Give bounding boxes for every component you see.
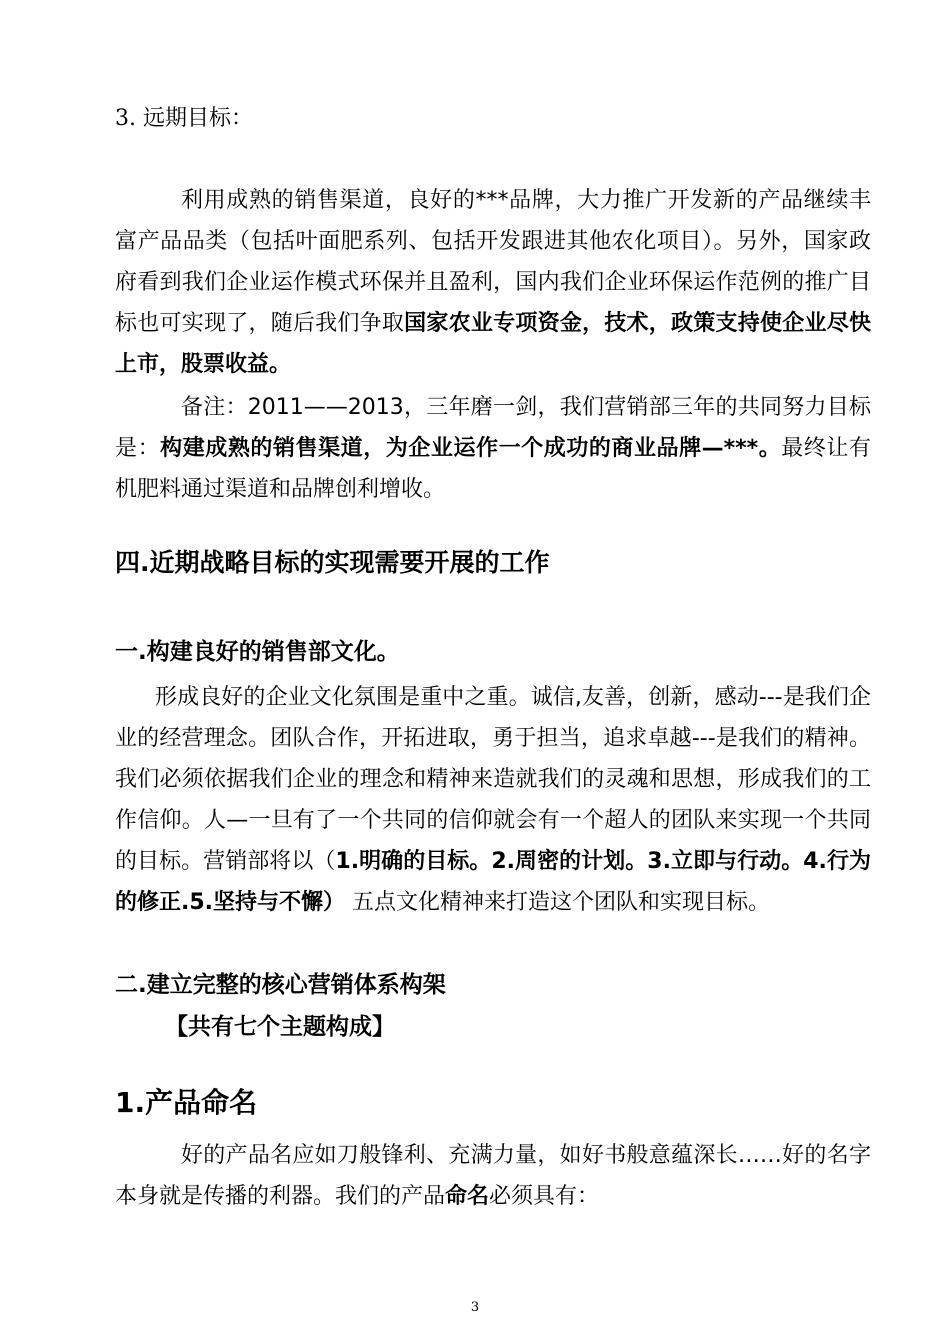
paragraph-text: 利用成熟的销售渠道，良好的***品牌，大力推广开发新的产品继续丰富产品品类（包括叶面肥系列、包括开发跟进其他农化项目）。另外，国家政府看到我们企业运作模式环保并且盈利，国内我们企业环保运作范例的推广目标也可实现了，随后我们争取 [115,188,871,336]
paragraph-sales-culture [115,677,871,923]
paragraph-text: 形成良好的企业文化氛围是重中之重。诚信,友善，创新，感动---是我们企业的经营理念。团队合作，开拓进取，勇于担当，追求卓越---是我们的精神。我们必须依据我们企业的理念和精神来造就我们的灵魂和思想，形成我们的工作信仰。人—一旦有了一个共同的信仰就会有一个超人的团队来实现一个共同的目标。营销部将以（ [115,685,871,874]
paragraph-long-term-goal [115,180,871,385]
paragraph-text: 最终让有机肥料通过渠道和品牌创利增收。 [115,436,871,502]
paragraph-remark [115,387,871,510]
subheading-note: 【共有七个主题构成】 [165,1014,395,1040]
section-3-label: 3. 远期目标： [115,106,253,131]
paragraph-text: 好的产品名应如刀般锋利、充满力量，如好书般意蕴深长……好的名字本身就是传播的利器。我们的产品 [115,1143,871,1209]
page-number: 3 [470,1300,480,1315]
paragraph-bold-text: 构建成熟的销售渠道，为企业运作一个成功的商业品牌—***。 [160,436,782,461]
paragraph-bold-text: 1.明确的目标。2.周密的计划。3.立即与行动。4.行为的修正.5.坚持与不懈） [115,849,871,915]
paragraph-text: 必须具有： [489,1184,600,1209]
paragraph-text: 备注：2011——2013，三年磨一剑，我们营销部三年的共同努力目标是： [115,395,871,461]
heading-product-naming: 1.产品命名 [115,1086,258,1119]
subheading-marketing-system: 二.建立完整的核心营销体系构架 [115,972,446,998]
paragraph-text: 五点文化精神来打造这个团队和实现目标。 [345,890,771,915]
heading-section-4: 四.近期战略目标的实现需要开展的工作 [115,548,550,577]
paragraph-bold-text: 国家农业专项资金，技术，政策支持使企业尽快上市，股票收益。 [115,311,871,377]
paragraph-bold-text: 命名 [445,1184,490,1209]
subheading-sales-culture: 一.构建良好的销售部文化。 [115,639,400,665]
paragraph-product-naming [115,1135,871,1217]
